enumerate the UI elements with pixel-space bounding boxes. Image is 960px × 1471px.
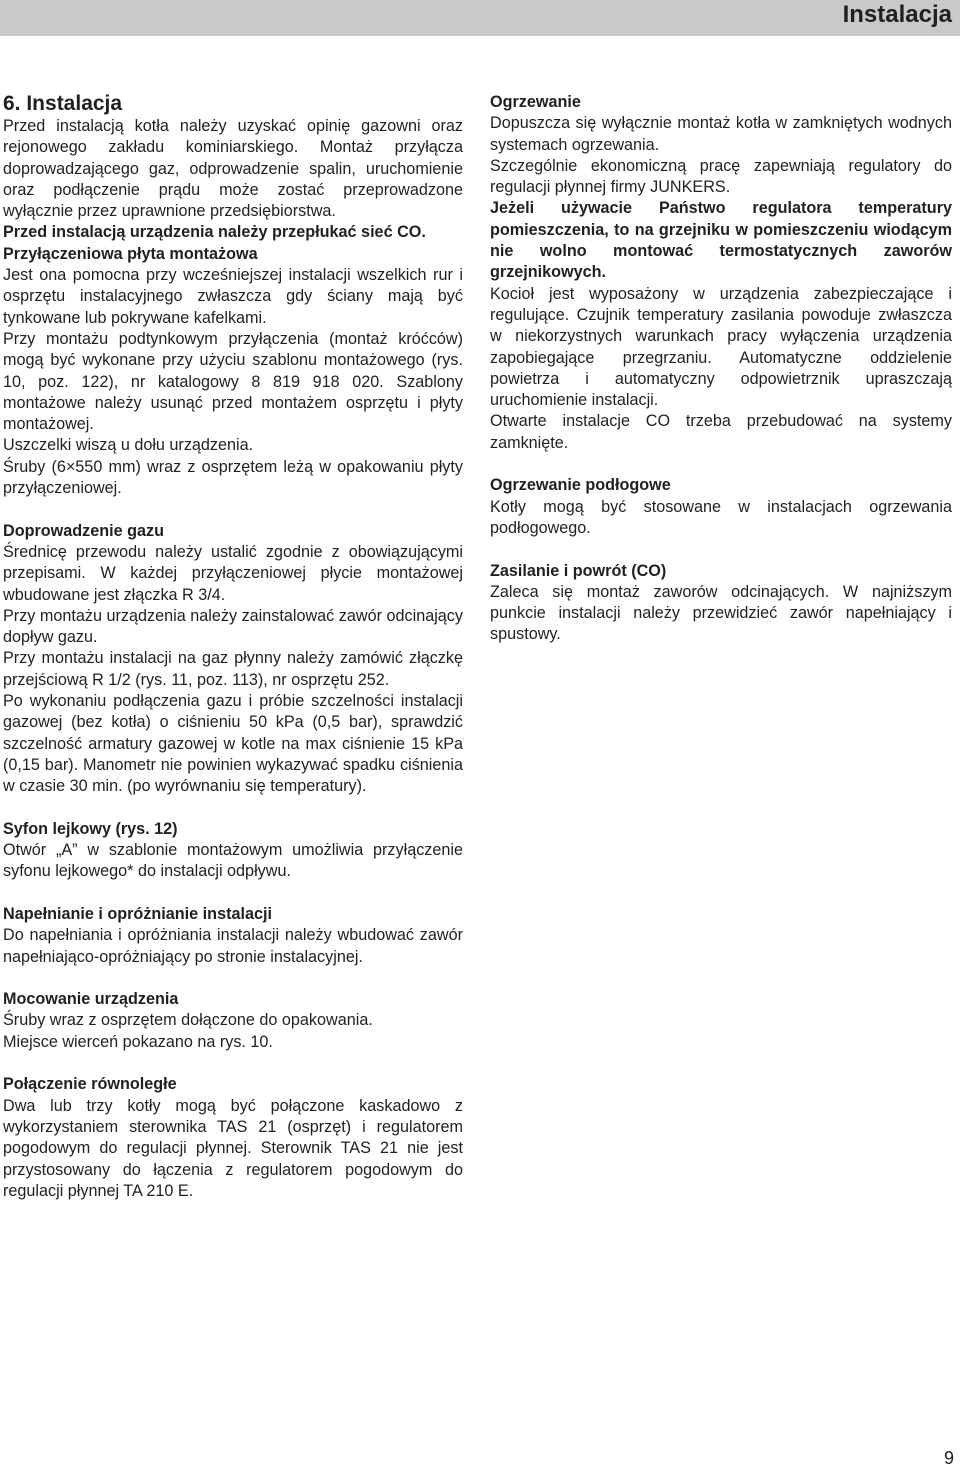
paragraph: Średnicę przewodu należy ustalić zgodnie z obowiązującymi przepisami. W każdej przyłączeniowej płycie montażowej wbudowane jest złączka R 3/4. <box>3 542 463 604</box>
mounting-heading: Mocowanie urządzenia <box>3 990 179 1009</box>
paragraph: Zaleca się montaż zaworów odcinających. W najniższym punkcie instalacji należy przewidzieć zawór napełniający i spustowy. <box>490 582 952 644</box>
section-siphon <box>3 819 463 883</box>
intro-paragraph: Przed instalacją kotła należy uzyskać opinię gazowni oraz rejonowego zakładu kominiarskiego. Montaż przyłącza doprowadzającego gaz, odprowadzenie spalin, uruchomienie oraz podłączenie prądu może zostać przeprowadzone wyłącznie przez uprawnione przedsiębiorstwa. <box>3 117 463 221</box>
left-column <box>3 92 463 1202</box>
paragraph: Śruby (6×550 mm) wraz z osprzętem leżą w opakowaniu płyty przyłączeniowej. <box>3 457 463 498</box>
section-filling <box>3 904 463 968</box>
paragraph: Miejsce wierceń pokazano na rys. 10. <box>3 1032 273 1051</box>
header-bar <box>0 0 960 36</box>
paragraph: Dwa lub trzy kotły mogą być połączone kaskadowo z wykorzystaniem sterownika TAS 21 (osprzęt) i regulatorem pogodowym do regulacji płynnej. Sterownik TAS 21 nie jest przystosowany do łączenia z regulatorem pogodowym do regulacji płynnej TA 210 E. <box>3 1096 463 1200</box>
siphon-heading: Syfon lejkowy (rys. 12) <box>3 819 178 838</box>
mounting-plate-heading: Przyłączeniowa płyta montażowa <box>3 244 258 263</box>
paragraph: Kotły mogą być stosowane w instalacjach ogrzewania podłogowego. <box>490 497 952 537</box>
flush-note: Przed instalacją urządzenia należy przepłukać sieć CO. <box>3 223 426 242</box>
paragraph: Jest ona pomocna przy wcześniejszej instalacji wszelkich rur i osprzętu instalacyjnego zwłaszcza gdy ściany mają być tynkowane lub pokrywane kafelkami. <box>3 266 463 327</box>
paragraph: Śruby wraz z osprzętem dołączone do opakowania. <box>3 1011 373 1030</box>
filling-heading: Napełnianie i opróżnianie instalacji <box>3 904 272 923</box>
paragraph: Otwór „A” w szablonie montażowym umożliwia przyłączenie syfonu lejkowego* do instalacji odpływu. <box>3 841 463 881</box>
section-heating <box>490 92 952 454</box>
paragraph: Po wykonaniu podłączenia gazu i próbie szczelności instalacji gazowej (bez kotła) o ciśnieniu 50 kPa (0,5 bar), sprawdzić szczelność armatury gazowej w kotle na max ciśnienie 15 kPa (0,15 bar). Manometr nie powinien wykazywać spadku ciśnienia w czasie 30 min. (po wyrównaniu się temperatury). <box>3 692 463 796</box>
section-title: 6. Instalacja <box>3 92 123 115</box>
section-floor-heating <box>490 475 952 539</box>
paragraph: Do napełniania i opróżniania instalacji należy wbudować zawór napełniająco-opróżniający po stronie instalacyjnej. <box>3 926 463 966</box>
paragraph: Kocioł jest wyposażony w urządzenia zabezpieczające i regulujące. Czujnik temperatury zasilania powoduje zwłaszcza w niekorzystnych warunkach pracy wyłączenia urządzenia zapobiegające przegrzaniu. Automatyczne oddzielenie powietrza i automatyczny odpowietrznik upraszczają uruchomienie instalacji. <box>490 284 952 410</box>
supply-return-heading: Zasilanie i powrót (CO) <box>490 561 667 580</box>
paragraph: Szczególnie ekonomiczną pracę zapewniają regulatory do regulacji płynnej firmy JUNKERS. <box>490 156 952 197</box>
section-gas-supply <box>3 521 463 798</box>
paragraph: Otwarte instalacje CO trzeba przebudować na systemy zamknięte. <box>490 412 952 452</box>
heating-heading: Ogrzewanie <box>490 93 581 111</box>
section-parallel <box>3 1074 463 1202</box>
section-mounting <box>3 989 463 1053</box>
parallel-heading: Połączenie równoległe <box>3 1075 177 1094</box>
page-number: 9 <box>943 1448 954 1468</box>
paragraph: Dopuszcza się wyłącznie montaż kotła w zamkniętych wodnych systemach ogrzewania. <box>490 114 952 154</box>
section-mounting-plate <box>3 244 463 500</box>
section-supply-return <box>490 561 952 646</box>
page-header-title: Instalacja <box>842 1 952 28</box>
paragraph: Przy montażu instalacji na gaz płynny należy zamówić złączkę przejściową R 1/2 (rys. 11, poz. 113), nr osprzętu 252. <box>3 649 463 689</box>
paragraph: Przy montażu urządzenia należy zainstalować zawór odcinający dopływ gazu. <box>3 606 463 647</box>
right-column <box>490 92 952 646</box>
paragraph: Przy montażu podtynkowym przyłączenia (montaż króćców) mogą być wykonane przy użyciu szablonu montażowego (rys. 10, poz. 122), nr katalogowy 8 819 918 020. Szablony montażowe należy usunąć przed montażem osprzętu i płyty montażowej. <box>3 329 463 434</box>
floor-heating-heading: Ogrzewanie podłogowe <box>490 476 671 495</box>
paragraph: Uszczelki wiszą u dołu urządzenia. <box>3 436 254 455</box>
gas-supply-heading: Doprowadzenie gazu <box>3 521 164 540</box>
thermostat-warning: Jeżeli używacie Państwo regulatora temperatury pomieszczenia, to na grzejniku w pomieszczeniu wiodącym nie wolno montować termostatycznych zaworów grzejnikowych. <box>490 199 952 282</box>
